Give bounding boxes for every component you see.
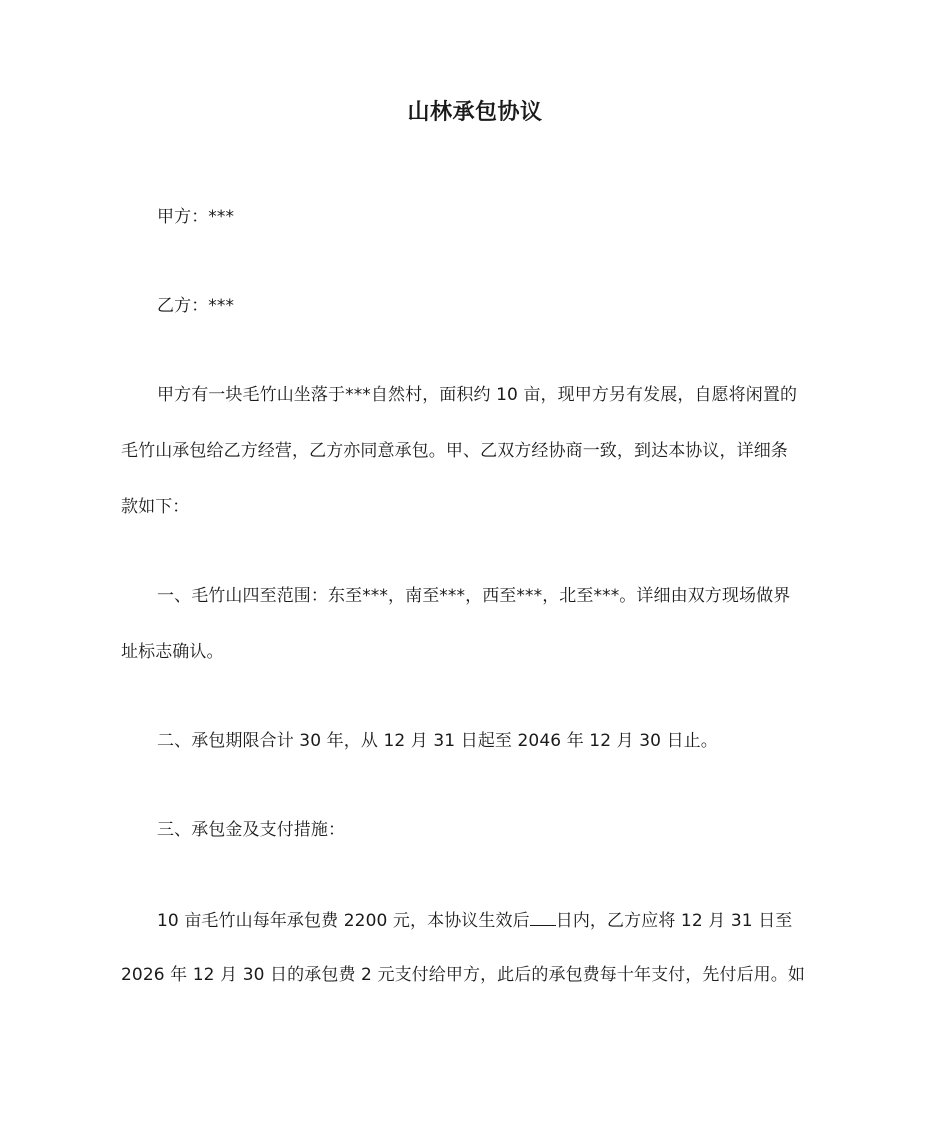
clause-3-body-line-2: 2026 年 12 月 30 日的承包费 2 元支付给甲方，此后的承包费每十年支付，先付后用。如	[121, 965, 805, 985]
party-b-line: 乙方：***	[157, 296, 235, 316]
clause-3-body-line-1	[157, 907, 792, 933]
party-a-line: 甲方：***	[157, 207, 235, 227]
intro-line-2: 毛竹山承包给乙方经营，乙方亦同意承包。甲、乙双方经协商一致，到达本协议，详细条	[121, 441, 788, 461]
clause-3-text-after-blank: 日内，乙方应将 12 月 31 日至	[555, 911, 793, 931]
clause-2-line: 二、承包期限合计 30 年，从 12 月 31 日起至 2046 年 12 月 30 日止。	[157, 731, 718, 751]
fill-in-blank	[530, 907, 556, 926]
intro-line-1: 甲方有一块毛竹山坐落于***自然村，面积约 10 亩，现甲方另有发展，自愿将闲置的	[157, 385, 798, 405]
clause-1-line-2: 址标志确认。	[121, 642, 224, 662]
intro-line-3: 款如下：	[121, 497, 190, 517]
document-title: 山林承包协议	[407, 100, 543, 125]
clause-3-heading: 三、承包金及支付措施：	[157, 820, 346, 840]
clause-1-line-1: 一、毛竹山四至范围：东至***，南至***，西至***，北至***。详细由双方现场做界	[157, 586, 791, 606]
clause-3-text-before-blank: 10 亩毛竹山每年承包费 2200 元，本协议生效后	[157, 911, 530, 931]
